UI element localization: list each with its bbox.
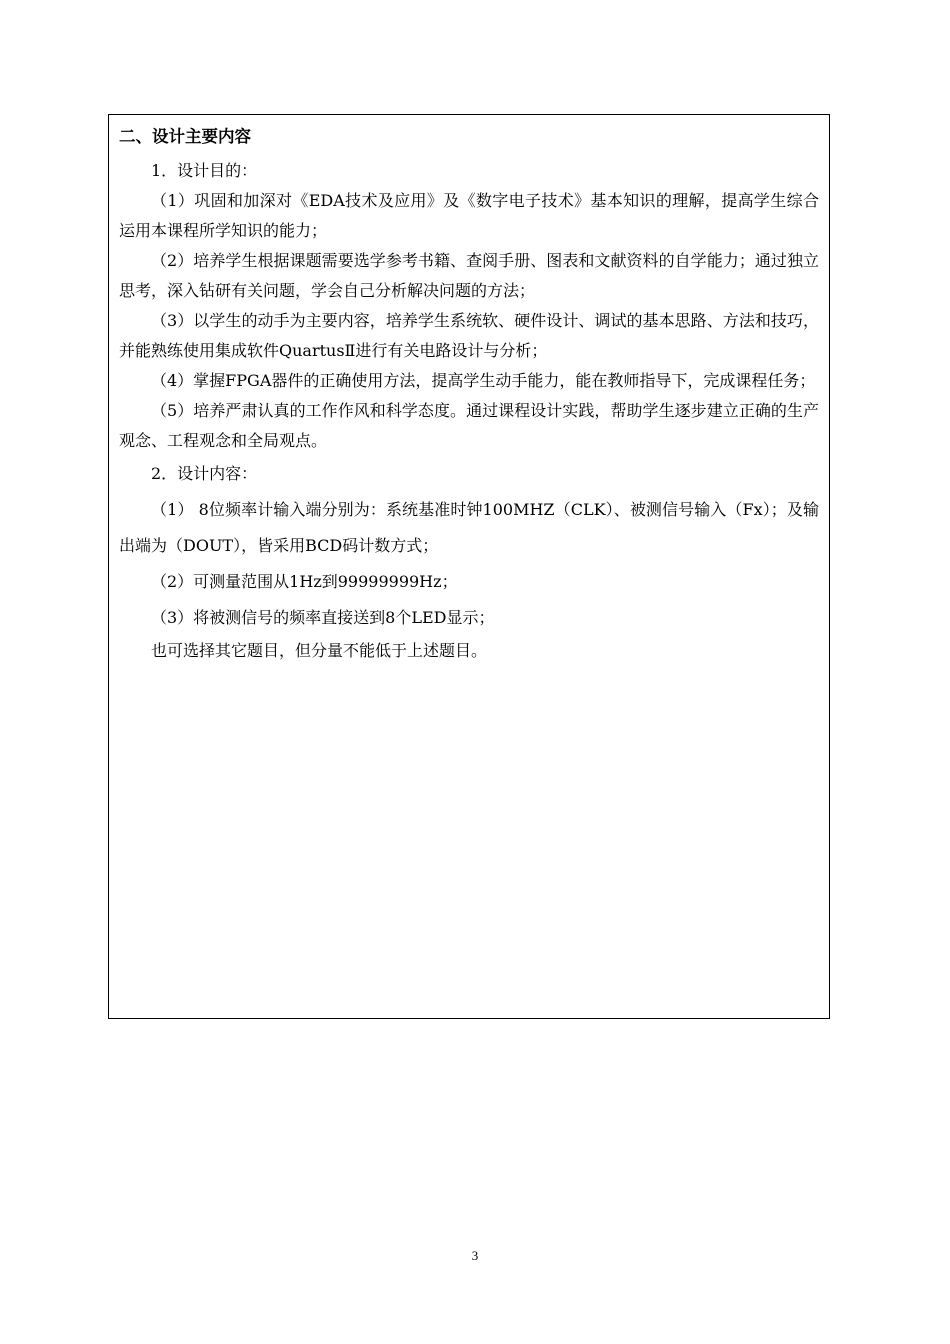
content-frame <box>108 114 830 1019</box>
purpose-item-3: （3）以学生的动手为主要内容，培养学生系统软、硬件设计、调试的基本思路、方法和技巧，并能熟练使用集成软件QuartusⅡ进行有关电路设计与分析； <box>119 311 819 360</box>
purpose-item-5: （5）培养严肃认真的工作作风和科学态度。通过课程设计实践，帮助学生逐步建立正确的生产观念、工程观念和全局观点。 <box>119 401 819 450</box>
content-item-3: （3）将被测信号的频率直接送到8个LED显示； <box>151 608 495 627</box>
section-heading: 二、设计主要内容 <box>119 127 251 146</box>
content-item-1: （1） 8位频率计输入端分别为：系统基准时钟100MHZ（CLK）、被测信号输入（Fx）；及输出端为（DOUT），皆采用BCD码计数方式； <box>119 500 819 555</box>
content-title: 2．设计内容： <box>151 464 258 483</box>
content-item-2: （2）可测量范围从1Hz到99999999Hz； <box>151 572 458 591</box>
purpose-title: 1．设计目的： <box>151 161 258 180</box>
purpose-item-4: （4）掌握FPGA器件的正确使用方法，提高学生动手能力，能在教师指导下，完成课程任务； <box>151 371 816 390</box>
page-number: 3 <box>471 1248 479 1263</box>
purpose-item-1: （1）巩固和加深对《EDA技术及应用》及《数字电子技术》基本知识的理解，提高学生综合运用本课程所学知识的能力； <box>119 191 819 240</box>
purpose-item-2: （2）培养学生根据课题需要选学参考书籍、查阅手册、图表和文献资料的自学能力；通过独立思考，深入钻研有关问题，学会自己分析解决问题的方法； <box>119 251 819 300</box>
content-note: 也可选择其它题目，但分量不能低于上述题目。 <box>151 641 488 660</box>
